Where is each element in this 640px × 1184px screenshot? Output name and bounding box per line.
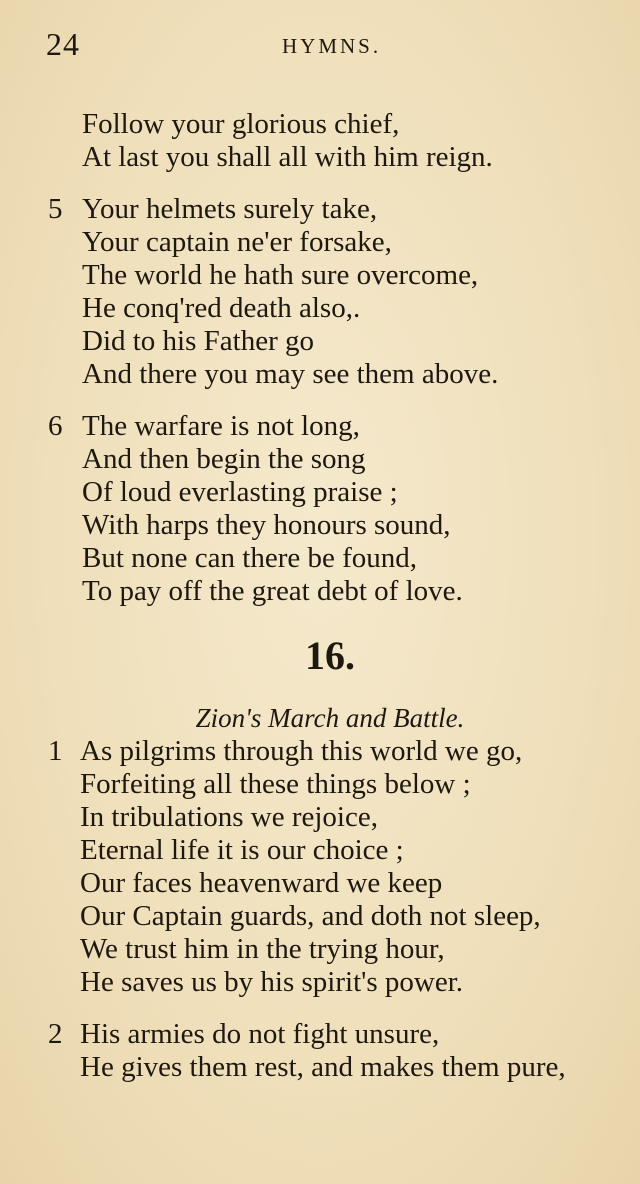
- verse-line: To pay off the great debt of love.: [82, 575, 463, 607]
- verse-line: His armies do not fight unsure,: [80, 1018, 440, 1050]
- hymn-number: 16.: [305, 633, 355, 678]
- hymn-title: Zion's March and Battle.: [195, 703, 465, 733]
- verse-number: 2: [48, 1018, 63, 1050]
- verse-line: Eternal life it is our choice ;: [80, 834, 404, 866]
- verse-number: 6: [48, 410, 63, 442]
- verse-line: As pilgrims through this world we go,: [80, 735, 523, 767]
- verse-line: He conq'red death also,.: [82, 292, 361, 324]
- verse-line: Follow your glorious chief,: [82, 108, 400, 140]
- verse-line: In tribulations we rejoice,: [80, 801, 378, 833]
- verse-number: 5: [48, 193, 63, 225]
- verse-line: But none can there be found,: [82, 542, 418, 574]
- verse-line: Of loud everlasting praise ;: [82, 476, 398, 508]
- verse-line: The warfare is not long,: [82, 410, 360, 442]
- verse-line: At last you shall all with him reign.: [82, 141, 493, 173]
- verse-line: Our Captain guards, and doth not sleep,: [80, 900, 541, 932]
- verse-line: Did to his Father go: [82, 325, 314, 357]
- running-title: HYMNS.: [282, 34, 382, 58]
- verse-line: And there you may see them above.: [82, 358, 499, 390]
- page-number: 24: [46, 26, 80, 62]
- verse-line: Our faces heavenward we keep: [80, 867, 443, 899]
- verse-line: The world he hath sure overcome,: [82, 259, 479, 291]
- verse-line: He saves us by his spirit's power.: [80, 966, 464, 998]
- verse-line: We trust him in the trying hour,: [80, 933, 445, 965]
- verse-line: Your captain ne'er forsake,: [82, 226, 392, 258]
- verse-line: And then begin the song: [82, 443, 366, 475]
- verse-number: 1: [48, 735, 63, 767]
- verse-line: Your helmets surely take,: [82, 193, 378, 225]
- verse-line: Forfeiting all these things below ;: [80, 768, 471, 800]
- verse-line: He gives them rest, and makes them pure,: [80, 1051, 566, 1083]
- verse-line: With harps they honours sound,: [82, 509, 451, 541]
